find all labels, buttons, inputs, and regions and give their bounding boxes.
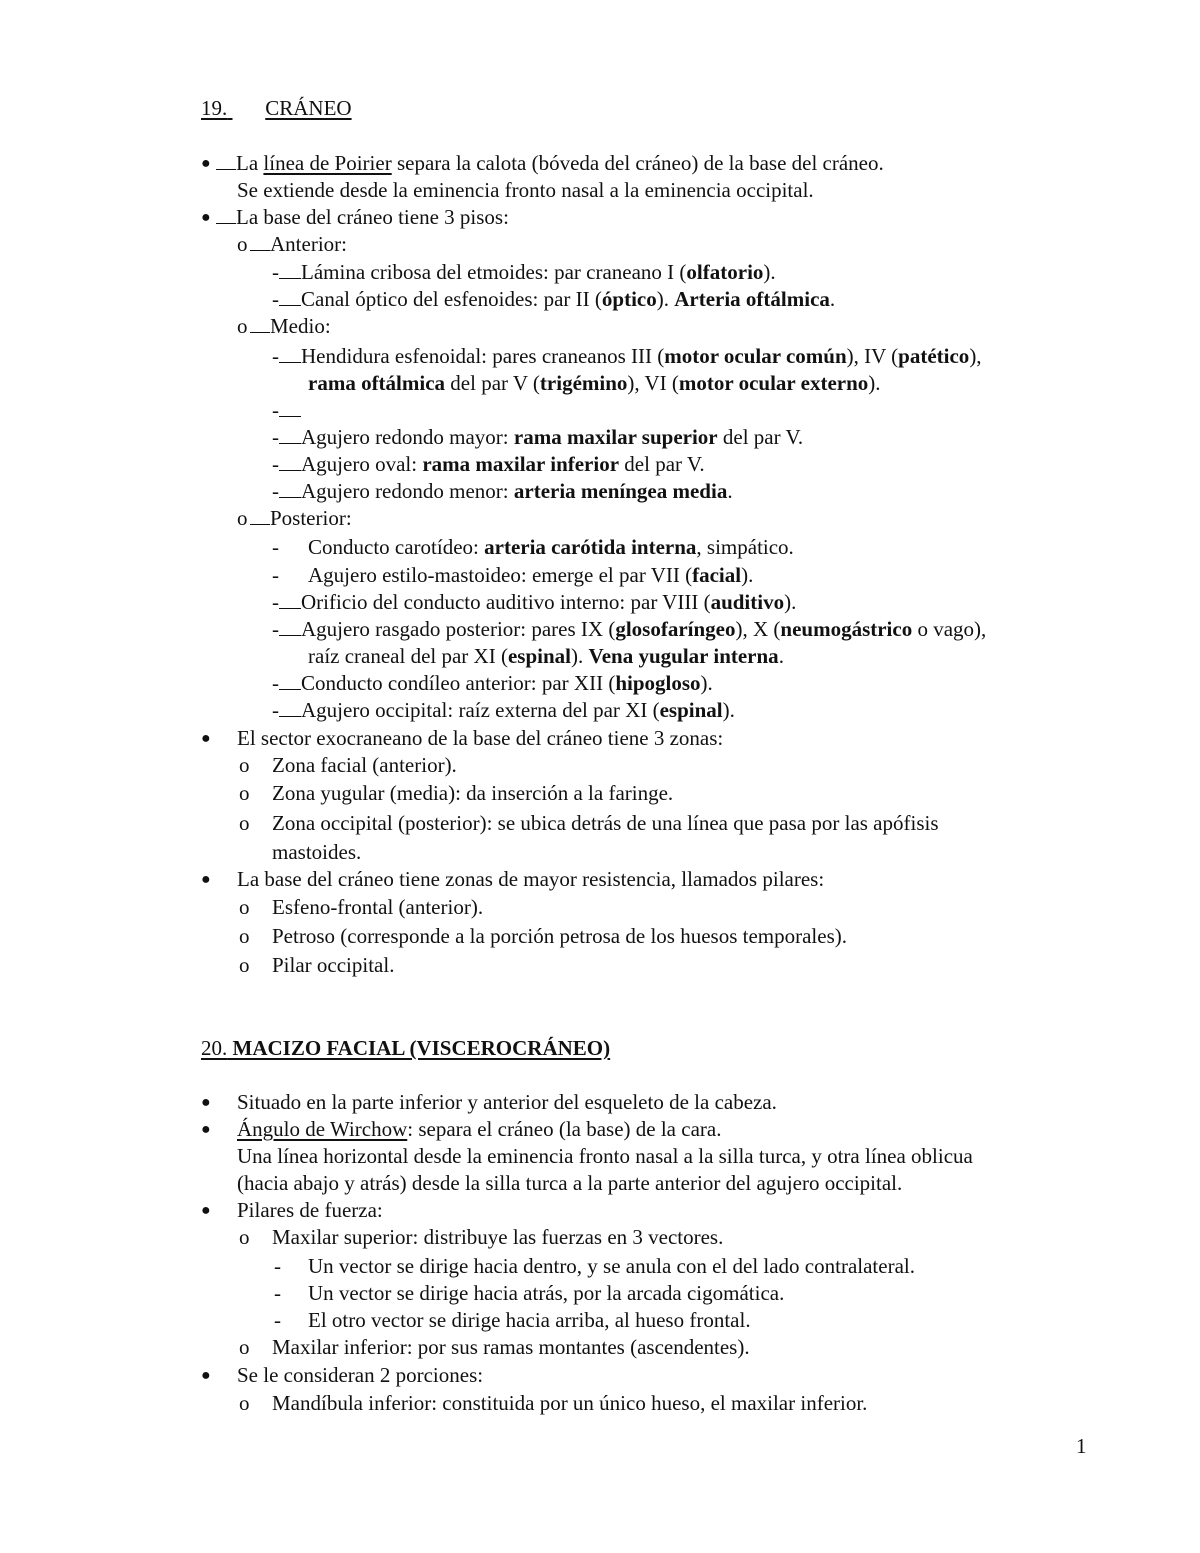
facial-location: Situado en la parte inferior y anterior del esqueleto de la cabeza.	[237, 1090, 777, 1114]
medio-item-5: Agujero redondo menor: arteria meníngea media.	[279, 478, 733, 505]
posterior-item-1: Conducto carotídeo: arteria carótida interna, simpático.	[308, 535, 794, 559]
anterior-item-2: Canal óptico del esfenoides: par II (óptico). Arteria oftálmica.	[279, 286, 835, 313]
circle-marker-icon: o	[239, 953, 250, 977]
posterior-item-2: Agujero estilo-mastoideo: emerge el par VII (facial).	[308, 563, 754, 587]
bullet-icon: ●	[201, 1202, 211, 1219]
exocranial-zones: El sector exocraneano de la base del cráneo tiene 3 zonas:	[237, 726, 724, 750]
dash-marker-icon: -	[272, 344, 279, 368]
bullet-icon: ●	[201, 209, 211, 226]
section-19-heading	[201, 95, 352, 122]
bullet-icon: ●	[201, 155, 211, 172]
zone-facial: Zona facial (anterior).	[272, 753, 457, 777]
dash-marker-icon: -	[274, 1308, 281, 1332]
medio-item-4: Agujero oval: rama maxilar inferior del par V.	[279, 451, 705, 478]
posterior-item-4: Agujero rasgado posterior: pares IX (glosofaríngeo), X (neumogástrico o vago),	[279, 616, 986, 643]
circle-marker-icon: o	[239, 811, 250, 835]
two-portions: Se le consideran 2 porciones:	[237, 1363, 484, 1387]
floor-medio: Medio:	[250, 313, 331, 340]
anterior-item-1: Lámina cribosa del etmoides: par craneano I (olfatorio).	[279, 259, 776, 286]
section-19-title: CRÁNEO	[265, 96, 352, 120]
dash-marker-icon: -	[272, 479, 279, 503]
bullet-icon: ●	[201, 1121, 211, 1138]
posterior-item-5: Conducto condíleo anterior: par XII (hipogloso).	[279, 670, 713, 697]
dash-marker-icon: -	[272, 671, 279, 695]
circle-marker-icon: o	[237, 314, 248, 338]
circle-marker-icon: o	[239, 781, 250, 805]
circle-marker-icon: o	[237, 506, 248, 530]
vector-3: El otro vector se dirige hacia arriba, al hueso frontal.	[308, 1308, 751, 1332]
zone-yugular: Zona yugular (media): da inserción a la faringe.	[272, 781, 674, 805]
section-20-heading	[201, 1035, 610, 1062]
wirchow-angle: Ángulo de Wirchow: separa el cráneo (la base) de la cara.	[237, 1117, 722, 1141]
wirchow-line-1: Una línea horizontal desde la eminencia fronto nasal a la silla turca, y otra línea oblicua	[237, 1144, 973, 1168]
dash-marker-icon: -	[272, 425, 279, 449]
posterior-item-3: Orificio del conducto auditivo interno: par VIII (auditivo).	[279, 589, 796, 616]
dash-marker-icon: -	[274, 1254, 281, 1278]
bullet-icon: ●	[201, 1367, 211, 1384]
maxilar-inferior: Maxilar inferior: por sus ramas montantes (ascendentes).	[272, 1335, 750, 1359]
section-20-title: MACIZO FACIAL (VISCEROCRÁNEO)	[232, 1036, 611, 1060]
dash-marker-icon: -	[272, 398, 279, 422]
circle-marker-icon: o	[239, 895, 250, 919]
maxilar-superior: Maxilar superior: distribuye las fuerzas en 3 vectores.	[272, 1225, 724, 1249]
dash-marker-icon: -	[272, 590, 279, 614]
base-floors: La base del cráneo tiene 3 pisos:	[216, 204, 509, 231]
bullet-icon: ●	[201, 730, 211, 747]
page-number: 1	[1076, 1434, 1087, 1458]
dash-marker-icon: -	[272, 287, 279, 311]
medio-item-1-cont: rama oftálmica del par V (trigémino), VI (motor ocular externo).	[308, 371, 881, 395]
vector-1: Un vector se dirige hacia dentro, y se anula con el del lado contralateral.	[308, 1254, 915, 1278]
dash-marker-icon: -	[272, 535, 279, 559]
pillar-esfeno-frontal: Esfeno-frontal (anterior).	[272, 895, 484, 919]
floor-posterior: Posterior:	[250, 505, 352, 532]
circle-marker-icon: o	[239, 1391, 250, 1415]
medio-item-1: Hendidura esfenoidal: pares craneanos III (motor ocular común), IV (patético),	[279, 343, 982, 370]
dash-marker-icon: -	[272, 563, 279, 587]
dash-marker-icon: -	[272, 617, 279, 641]
bullet-icon: ●	[201, 1094, 211, 1111]
dash-marker-icon: -	[272, 698, 279, 722]
wirchow-line-2: (hacia abajo y atrás) desde la silla turca a la parte anterior del agujero occipital.	[237, 1171, 903, 1195]
poirier-extent: Se extiende desde la eminencia fronto nasal a la eminencia occipital.	[237, 178, 814, 202]
floor-anterior: Anterior:	[250, 231, 347, 258]
circle-marker-icon: o	[239, 924, 250, 948]
circle-marker-icon: o	[239, 1335, 250, 1359]
dash-marker-icon: -	[272, 452, 279, 476]
circle-marker-icon: o	[237, 232, 248, 256]
zone-occipital: Zona occipital (posterior): se ubica detrás de una línea que pasa por las apófisis	[272, 811, 939, 835]
force-pillars: Pilares de fuerza:	[237, 1198, 383, 1222]
mandibula-inferior: Mandíbula inferior: constituida por un único hueso, el maxilar inferior.	[272, 1391, 868, 1415]
circle-marker-icon: o	[239, 1225, 250, 1249]
posterior-item-4-cont: raíz craneal del par XI (espinal). Vena yugular interna.	[308, 644, 784, 668]
section-19-number: 19.	[201, 96, 228, 120]
bullet-icon: ●	[201, 871, 211, 888]
pillar-petroso: Petroso (corresponde a la porción petrosa de los huesos temporales).	[272, 924, 847, 948]
dash-marker-icon: -	[274, 1281, 281, 1305]
section-20-number: 20.	[201, 1036, 228, 1060]
pillar-occipital: Pilar occipital.	[272, 953, 395, 977]
zone-occipital-cont: mastoides.	[272, 840, 362, 864]
resistance-pillars: La base del cráneo tiene zonas de mayor resistencia, llamados pilares:	[237, 867, 825, 891]
poirier-line: La línea de Poirier separa la calota (bóveda del cráneo) de la base del cráneo.	[216, 150, 884, 177]
dash-marker-icon: -	[272, 260, 279, 284]
circle-marker-icon: o	[239, 753, 250, 777]
medio-item-empty	[279, 397, 301, 424]
vector-2: Un vector se dirige hacia atrás, por la arcada cigomática.	[308, 1281, 785, 1305]
posterior-item-6: Agujero occipital: raíz externa del par XI (espinal).	[279, 697, 735, 724]
medio-item-3: Agujero redondo mayor: rama maxilar superior del par V.	[279, 424, 803, 451]
